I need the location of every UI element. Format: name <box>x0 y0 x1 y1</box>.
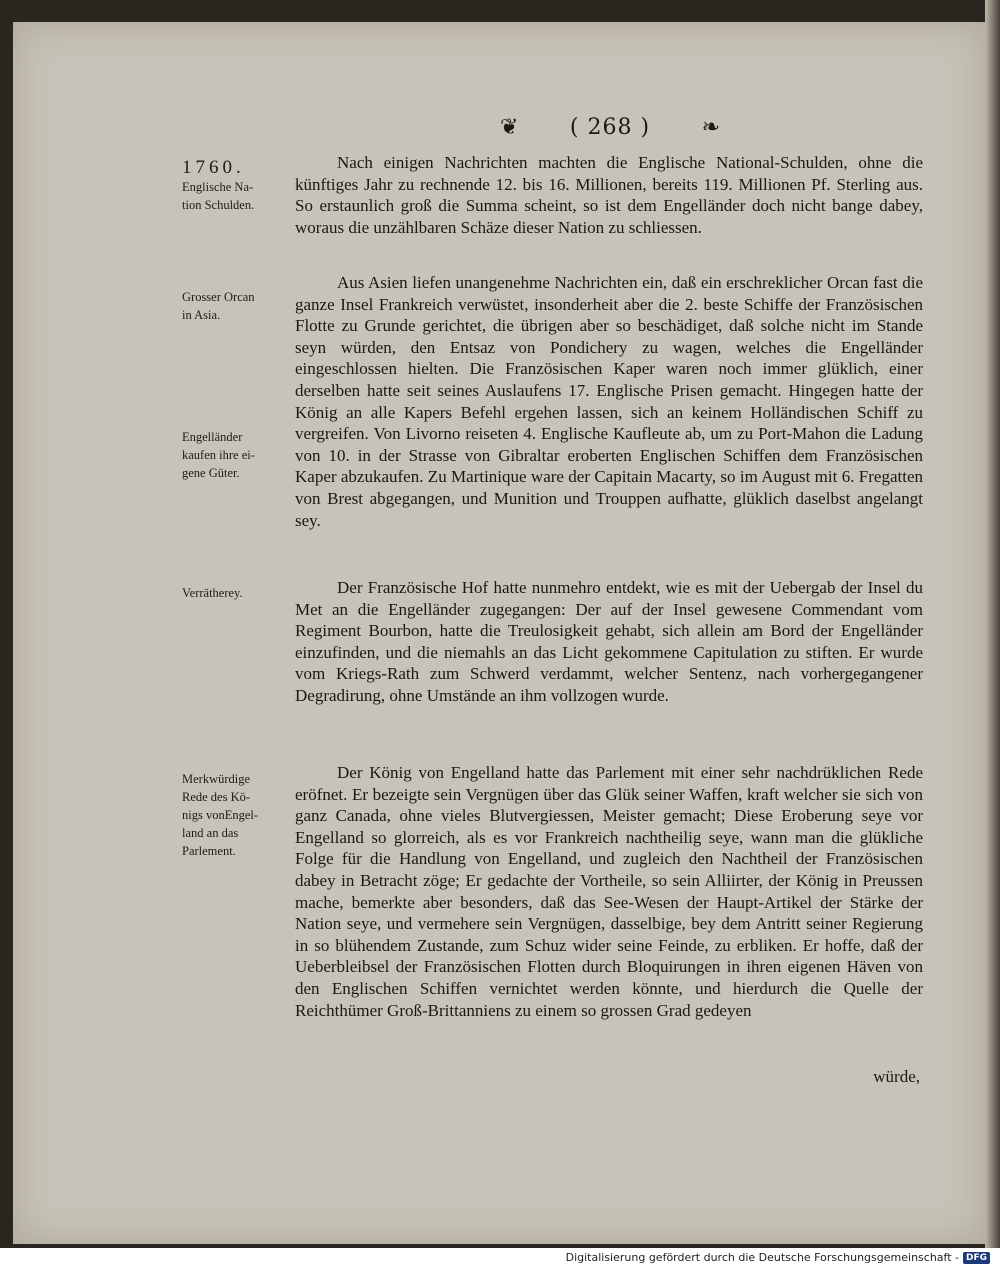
margin-line: in Asia. <box>182 308 221 322</box>
margin-line: tion Schulden. <box>182 198 255 212</box>
margin-line: land an das <box>182 826 239 840</box>
margin-line: nigs vonEngel- <box>182 808 259 822</box>
ornament-left-icon: ❦ <box>500 114 519 140</box>
page-edge <box>985 0 1000 1248</box>
ornament-right-icon: ❧ <box>701 114 720 140</box>
margin-year: 1760. <box>182 157 245 178</box>
paragraph-text: Der König von Engelland hatte das Parlement mit einer sehr nachdrüklichen Rede eröfnet. Er bezeigte sein Vergnügen über das Glük seiner Waffen, kraft welcher sie sich von ganz Canada, ohne vieles Blutvergiessen, Meister gemacht; Diese Eroberung seye vor Engelland so glorreich, als es vor Frankreich nachtheilig seye, wann man die glükliche Folge für die Handlung von Engelland, und zugleich den Nachtheil der Französischen dabey in Betracht zöge; Er gedachte der Vortheile, so sein Alliirter, der König in Preussen mache, bemerkte aber besonders, daß das See-Wesen der Haupt-Artikel der Stärke der Nation seye, und vermehere sein Vergnügen, dasselbige, bey dem Antritt seiner Regierung in so blühendem Zustande, zum Schuz wider seine Feinde, zu erbliken. Er hoffe, daß der Ueberbleibsel der Französischen Flotten durch Bloquirungen in ihren eigenen Häven von den Englischen Schiffen vernichtet werden könnte, und hierdurch die Quelle der Reichthümer Groß-Brittanniens zu einem so grossen Grad gedeyen <box>295 763 923 1020</box>
paragraph-hurricane <box>295 272 923 531</box>
margin-line: gene Güter. <box>182 466 240 480</box>
margin-note-national-debt <box>182 158 292 214</box>
margin-note-treason <box>182 584 292 602</box>
paragraph-treason <box>295 577 923 707</box>
margin-line: Rede des Kö- <box>182 790 251 804</box>
margin-note-kings-speech <box>182 770 292 860</box>
running-head <box>500 112 720 142</box>
margin-line: Verrätherey. <box>182 586 243 600</box>
dfg-logo[interactable]: DFG <box>963 1252 990 1264</box>
margin-line: Englische Na- <box>182 180 254 194</box>
margin-line: Engelländer <box>182 430 243 444</box>
paragraph-kings-speech <box>295 762 923 1021</box>
margin-note-hurricane <box>182 288 292 324</box>
margin-line: Parlement. <box>182 844 236 858</box>
paragraph-national-debt <box>295 152 923 238</box>
paragraph-text: Aus Asien liefen unangenehme Nachrichten ein, daß ein erschreklicher Orcan fast die ganze Insel Frankreich verwüstet, insonderheit aber die 2. beste Schiffe der Französischen Flotte zu Grunde gerichtet, die übrigen aber so beschädiget, daß solche nicht im Stande seyn würden, den Entsaz von Pondichery zu wagen, welches die Engelländer eingeschlossen hielten. Die Französischen Kaper waren noch immer glüklich, einer derselben hatte seit seines Auslaufens 17. Englische Prisen gemacht. Hingegen hatte der König an alle Kapers Befehl ergehen lassen, sich an keinem Holländischen Schiff zu vergreifen. Von Livorno reiseten 4. Englische Kaufleute ab, um zu Port-Mahon die Ladung von 10. in der Strasse von Gibraltar eroberten Englischen Schiffen dem Französischen Kaper abzukaufen. Zu Martinique ware der Capitain Macarty, so im August mit 6. Fregatten von Brest abgegangen, und Munition und Trouppen aufhatte, glüklich daselbst angelangt sey. <box>295 273 923 530</box>
page-number: ( 268 ) <box>569 114 651 140</box>
margin-line: kaufen ihre ei- <box>182 448 255 462</box>
paragraph-text: Der Französische Hof hatte nunmehro entdekt, wie es mit der Uebergab der Insel du Met an die Engelländer zugegangen: Der auf der Insel gewesene Commendant vom Regiment Bourbon, hatte die Treulosigkeit gehabt, sich allein am Bord der Engelländer einzufinden, und die niemahls an das Licht gekommene Capitulation zu stiften. Er wurde vom Kriegs-Rath zum Schwerd verdammt, welcher Sentenz, nach vorhergegangener Degradirung, ohne Umstände an ihm vollzogen wurde. <box>295 578 923 705</box>
margin-line: Merkwürdige <box>182 772 251 786</box>
footer-bar <box>0 1248 1000 1267</box>
footer-credit: Digitalisierung gefördert durch die Deutsche Forschungsgemeinschaft - <box>565 1251 959 1264</box>
catchword: würde, <box>873 1067 920 1086</box>
paragraph-text: Nach einigen Nachrichten machten die Englische National-Schulden, ohne die künftiges Jahr zu rechnende 12. bis 16. Millionen, bereits 119. Millionen Pf. Sterling aus. So erstaunlich groß die Summa scheint, so ist dem Engelländer doch nicht bange dabey, woraus die unzählbaren Schäze dieser Nation zu schliessen. <box>295 153 923 237</box>
margin-note-english-buy-goods <box>182 428 292 482</box>
margin-line: Grosser Orcan <box>182 290 255 304</box>
